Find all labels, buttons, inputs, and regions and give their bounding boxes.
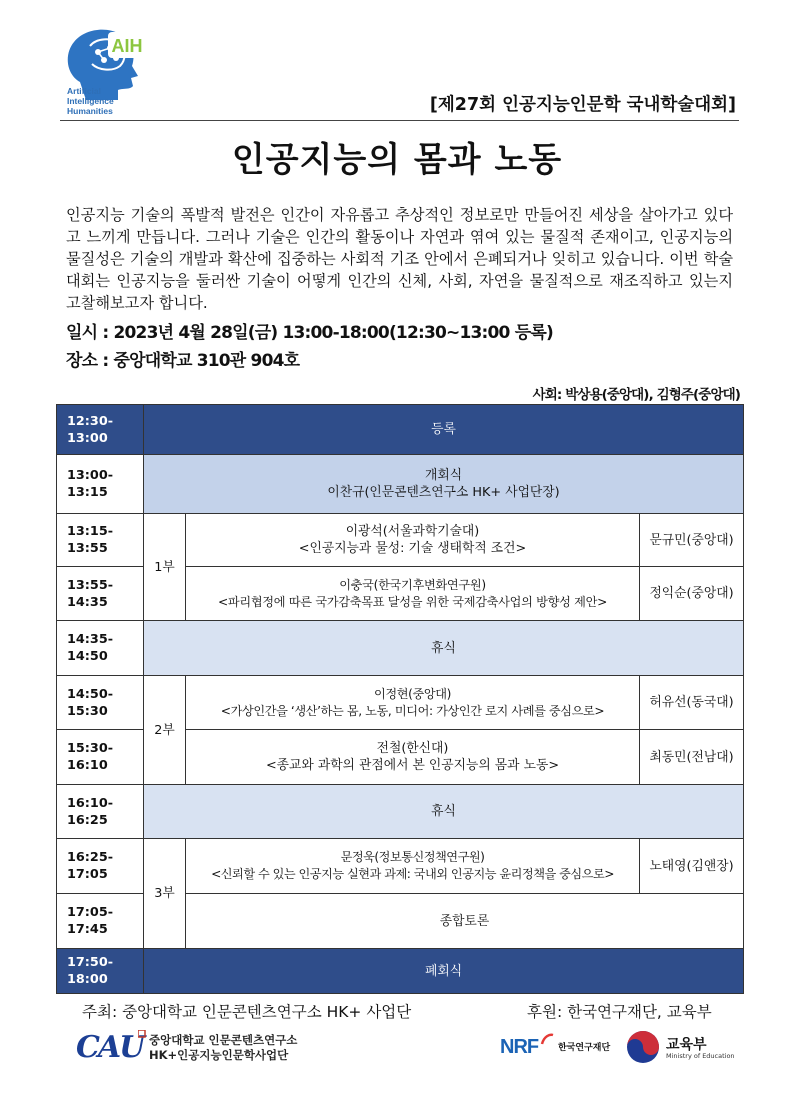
break-cell: 휴식 [144, 621, 744, 676]
session-label: 2부 [144, 676, 186, 785]
talk-topic: <신뢰할 수 있는 인공지능 실현과 과제: 국내외 인공지능 윤리정책을 중심으로> [211, 867, 614, 881]
talk-topic: <종교와 과학의 관점에서 본 인공지능의 몸과 노동> [265, 758, 560, 773]
talk-cell [186, 676, 640, 730]
discussion-cell: 종합토론 [186, 894, 744, 949]
table-row [57, 455, 744, 514]
time-cell: 13:00-13:15 [57, 455, 144, 514]
talk-cell [186, 514, 640, 567]
time-cell: 16:10-16:25 [57, 785, 144, 839]
table-row [57, 405, 744, 455]
time-cell: 12:30-13:00 [57, 405, 144, 455]
nrf-name: 한국연구재단 [558, 1043, 611, 1053]
moe-sub: Ministry of Education [666, 1052, 735, 1060]
nrf-swoosh-icon [540, 1032, 554, 1046]
talk-topic: <인공지능과 물성: 기술 생태학적 조건> [298, 541, 527, 556]
opening-cell [144, 455, 744, 514]
table-row [57, 785, 744, 839]
discussant-cell: 최동민(전남대) [640, 730, 744, 785]
logo-line: Intelligence [67, 96, 114, 106]
time-cell: 15:30-16:10 [57, 730, 144, 785]
intro-paragraph: 인공지능 기술의 폭발적 발전은 인간이 자유롭고 추상적인 정보로만 만들어진 세상을 살아가고 있다고 느끼게 만듭니다. 그러나 기술은 인간의 활동이나 자연과 엮여 있는 물질적 존재이고, 인공지능의 물질성은 기술의 개발과 확산에 집중하는 사회적 기조 안에서 은폐되거나 잊히고 있습니다. 이번 학술대회는 인공지능을 둘러싼 기술이 어떻게 인간의 신체, 사회, 자연을 물질적으로 재조직하고 있는지 고찰해보고자 합니다. [66, 206, 733, 312]
talk-speaker: 전철(한신대) [376, 741, 449, 756]
talk-cell [186, 730, 640, 785]
break-cell: 휴식 [144, 785, 744, 839]
event-date: 일시 : 2023년 4월 28일(금) 13:00-18:00(12:30~13:00 등록) [66, 323, 553, 343]
table-row [57, 676, 744, 730]
discussant-cell: 문규민(중앙대) [640, 514, 744, 567]
talk-speaker: 이정현(중앙대) [374, 686, 451, 701]
logo-caption [67, 86, 114, 116]
time-cell: 16:25-17:05 [57, 839, 144, 894]
opening-speaker: 이찬규(인문콘텐츠연구소 HK+ 사업단장) [327, 485, 560, 500]
talk-cell [186, 839, 640, 894]
taegeuk-icon [626, 1030, 660, 1064]
talk-speaker: 이충국(한국기후변화연구원) [339, 577, 486, 592]
time-cell: 13:15-13:55 [57, 514, 144, 567]
time-cell: 13:55-14:35 [57, 567, 144, 621]
time-cell: 17:50-18:00 [57, 949, 144, 994]
event-venue: 장소 : 중앙대학교 310관 904호 [66, 351, 300, 371]
discussant-cell: 정익순(중앙대) [640, 567, 744, 621]
time-cell: 14:50-15:30 [57, 676, 144, 730]
talk-topic: <파리협정에 따른 국가감축목표 달성을 위한 국제감축사업의 방향성 제안> [217, 594, 608, 609]
discussant-cell: 노태영(김앤장) [640, 839, 744, 894]
nrf-mark: NRF [500, 1036, 539, 1058]
cau-mark: CAU [76, 1030, 144, 1065]
table-row [57, 839, 744, 894]
logo-mark-text: AIH [111, 36, 143, 56]
moderators: 사회: 박상용(중앙대), 김형주(중앙대) [532, 387, 740, 403]
cau-flag-icon [138, 1030, 146, 1038]
sponsor-text: 후원: 한국연구재단, 교육부 [527, 1003, 712, 1021]
logo-line: Artificial [67, 86, 102, 96]
registration-cell: 등록 [144, 405, 744, 455]
schedule-table [56, 404, 744, 994]
header-divider [60, 120, 739, 121]
closing-cell: 폐회식 [144, 949, 744, 994]
page-title: 인공지능의 몸과 노동 [231, 140, 563, 180]
talk-topic: <가상인간을 ‘생산’하는 몸, 노동, 미디어: 가상인간 로지 사례를 중심으로> [220, 703, 605, 718]
session-label: 3부 [144, 839, 186, 949]
cau-text [149, 1033, 297, 1063]
time-cell: 17:05-17:45 [57, 894, 144, 949]
moe-name: 교육부 [666, 1037, 707, 1053]
table-row [57, 621, 744, 676]
opening-label: 개회식 [424, 468, 463, 483]
talk-speaker: 문정욱(정보통신정책연구원) [340, 850, 485, 864]
talk-cell [186, 567, 640, 621]
conference-name: [제27회 인공지능인문학 국내학술대회] [429, 95, 736, 115]
session-label: 1부 [144, 514, 186, 621]
time-cell: 14:35-14:50 [57, 621, 144, 676]
discussant-cell: 허유선(동국대) [640, 676, 744, 730]
table-row [57, 949, 744, 994]
table-row [57, 514, 744, 567]
host-text: 주최: 중앙대학교 인문콘텐츠연구소 HK+ 사업단 [82, 1003, 412, 1021]
cau-line: 중앙대학교 인문콘텐츠연구소 [149, 1033, 298, 1047]
logo-line: Humanities [67, 106, 113, 116]
cau-line: HK+인공지능인문학사업단 [149, 1048, 289, 1062]
talk-speaker: 이광석(서울과학기술대) [345, 524, 480, 539]
